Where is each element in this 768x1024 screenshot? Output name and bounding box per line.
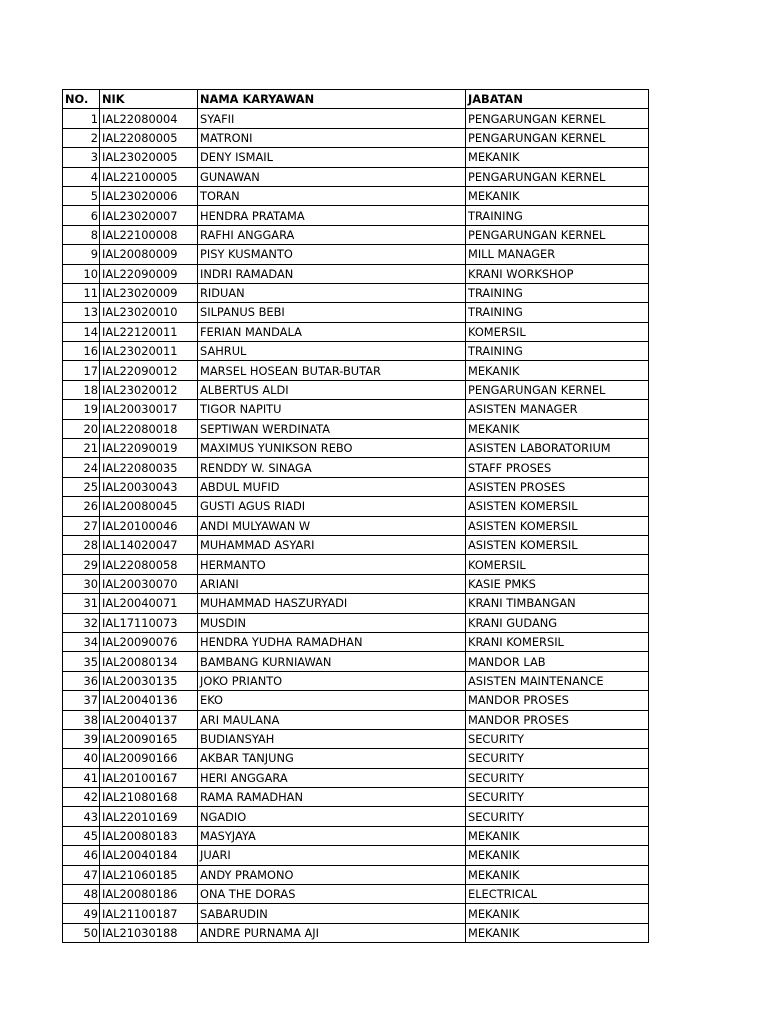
- cell-jabatan[interactable]: ASISTEN PROSES: [466, 477, 649, 496]
- table-row: [63, 904, 649, 923]
- cell-jabatan[interactable]: SECURITY: [466, 729, 649, 748]
- cell-jabatan[interactable]: PENGARUNGAN KERNEL: [466, 380, 649, 399]
- cell-nik[interactable]: IAL20080134: [100, 652, 198, 671]
- cell-nik[interactable]: IAL20030017: [100, 400, 198, 419]
- cell-jabatan[interactable]: KRANI GUDANG: [466, 613, 649, 632]
- cell-nik[interactable]: IAL21030188: [100, 923, 198, 942]
- table-row: [63, 516, 649, 535]
- cell-nik[interactable]: IAL22120011: [100, 322, 198, 341]
- cell-no[interactable]: 17: [63, 361, 100, 380]
- cell-nama[interactable]: ARIANI: [198, 574, 466, 593]
- cell-jabatan[interactable]: MANDOR LAB: [466, 652, 649, 671]
- cell-nik[interactable]: IAL23020006: [100, 186, 198, 205]
- cell-jabatan[interactable]: SECURITY: [466, 749, 649, 768]
- cell-no[interactable]: 40: [63, 749, 100, 768]
- cell-jabatan[interactable]: KRANI TIMBANGAN: [466, 594, 649, 613]
- cell-nik[interactable]: IAL17110073: [100, 613, 198, 632]
- table-row: [63, 574, 649, 593]
- cell-no[interactable]: 36: [63, 671, 100, 690]
- cell-nik[interactable]: IAL20100167: [100, 768, 198, 787]
- cell-no[interactable]: 46: [63, 846, 100, 865]
- cell-nama[interactable]: BUDIANSYAH: [198, 729, 466, 748]
- table-row: [63, 826, 649, 845]
- table-row: [63, 109, 649, 128]
- table-row: [63, 729, 649, 748]
- cell-nik[interactable]: IAL20090076: [100, 632, 198, 651]
- cell-nama[interactable]: MAXIMUS YUNIKSON REBO: [198, 439, 466, 458]
- cell-nik[interactable]: IAL20090165: [100, 729, 198, 748]
- cell-nik[interactable]: IAL22090012: [100, 361, 198, 380]
- cell-nik[interactable]: IAL23020005: [100, 148, 198, 167]
- table-row: [63, 807, 649, 826]
- cell-nama[interactable]: EKO: [198, 691, 466, 710]
- table-row: [63, 439, 649, 458]
- cell-nama[interactable]: GUSTI AGUS RIADI: [198, 497, 466, 516]
- cell-nama[interactable]: MATRONI: [198, 128, 466, 147]
- header-nama[interactable]: NAMA KARYAWAN: [198, 90, 466, 109]
- cell-no[interactable]: 29: [63, 555, 100, 574]
- cell-no[interactable]: 32: [63, 613, 100, 632]
- cell-nik[interactable]: IAL14020047: [100, 535, 198, 554]
- cell-no[interactable]: 20: [63, 419, 100, 438]
- cell-nama[interactable]: JOKO PRIANTO: [198, 671, 466, 690]
- cell-nama[interactable]: ANDRE PURNAMA AJI: [198, 923, 466, 942]
- employee-table-body: [63, 90, 649, 943]
- table-row: [63, 594, 649, 613]
- cell-nik[interactable]: IAL23020009: [100, 283, 198, 302]
- table-row: [63, 186, 649, 205]
- table-row: [63, 710, 649, 729]
- table-row: [63, 322, 649, 341]
- cell-nik[interactable]: IAL20080009: [100, 245, 198, 264]
- cell-nik[interactable]: IAL23020010: [100, 303, 198, 322]
- cell-no[interactable]: 35: [63, 652, 100, 671]
- table-row: [63, 846, 649, 865]
- cell-jabatan[interactable]: KASIE PMKS: [466, 574, 649, 593]
- cell-nama[interactable]: NGADIO: [198, 807, 466, 826]
- cell-no[interactable]: 6: [63, 206, 100, 225]
- cell-no[interactable]: 25: [63, 477, 100, 496]
- cell-jabatan[interactable]: PENGARUNGAN KERNEL: [466, 225, 649, 244]
- cell-nik[interactable]: IAL20100046: [100, 516, 198, 535]
- cell-jabatan[interactable]: KRANI WORKSHOP: [466, 264, 649, 283]
- cell-nik[interactable]: IAL20030070: [100, 574, 198, 593]
- cell-nama[interactable]: AKBAR TANJUNG: [198, 749, 466, 768]
- cell-nama[interactable]: MARSEL HOSEAN BUTAR-BUTAR: [198, 361, 466, 380]
- cell-jabatan[interactable]: SECURITY: [466, 768, 649, 787]
- cell-no[interactable]: 1: [63, 109, 100, 128]
- cell-nama[interactable]: HERI ANGGARA: [198, 768, 466, 787]
- cell-nama[interactable]: TORAN: [198, 186, 466, 205]
- cell-jabatan[interactable]: ASISTEN MANAGER: [466, 400, 649, 419]
- table-row: [63, 652, 649, 671]
- table-row: [63, 923, 649, 942]
- cell-nama[interactable]: RIDUAN: [198, 283, 466, 302]
- cell-nik[interactable]: IAL20090166: [100, 749, 198, 768]
- cell-no[interactable]: 30: [63, 574, 100, 593]
- cell-nik[interactable]: IAL22100005: [100, 167, 198, 186]
- table-row: [63, 749, 649, 768]
- cell-nik[interactable]: IAL23020012: [100, 380, 198, 399]
- cell-nama[interactable]: HENDRA YUDHA RAMADHAN: [198, 632, 466, 651]
- cell-jabatan[interactable]: ASISTEN MAINTENANCE: [466, 671, 649, 690]
- cell-jabatan[interactable]: TRAINING: [466, 206, 649, 225]
- cell-nama[interactable]: MASYJAYA: [198, 826, 466, 845]
- table-row: [63, 283, 649, 302]
- cell-no[interactable]: 2: [63, 128, 100, 147]
- cell-jabatan[interactable]: SECURITY: [466, 788, 649, 807]
- cell-nik[interactable]: IAL21080168: [100, 788, 198, 807]
- cell-no[interactable]: 18: [63, 380, 100, 399]
- cell-nama[interactable]: RAFHI ANGGARA: [198, 225, 466, 244]
- cell-nik[interactable]: IAL22080035: [100, 458, 198, 477]
- table-row: [63, 225, 649, 244]
- table-row: [63, 303, 649, 322]
- cell-no[interactable]: 37: [63, 691, 100, 710]
- cell-nama[interactable]: ONA THE DORAS: [198, 885, 466, 904]
- cell-jabatan[interactable]: STAFF PROSES: [466, 458, 649, 477]
- cell-nama[interactable]: DENY ISMAIL: [198, 148, 466, 167]
- table-row: [63, 768, 649, 787]
- cell-nama[interactable]: PISY KUSMANTO: [198, 245, 466, 264]
- table-row: [63, 613, 649, 632]
- cell-jabatan[interactable]: TRAINING: [466, 283, 649, 302]
- cell-no[interactable]: 28: [63, 535, 100, 554]
- table-row: [63, 342, 649, 361]
- cell-nik[interactable]: IAL22080004: [100, 109, 198, 128]
- cell-jabatan[interactable]: PENGARUNGAN KERNEL: [466, 109, 649, 128]
- cell-no[interactable]: 34: [63, 632, 100, 651]
- cell-nik[interactable]: IAL22090019: [100, 439, 198, 458]
- cell-jabatan[interactable]: MANDOR PROSES: [466, 691, 649, 710]
- cell-jabatan[interactable]: SECURITY: [466, 807, 649, 826]
- cell-no[interactable]: 4: [63, 167, 100, 186]
- cell-jabatan[interactable]: TRAINING: [466, 342, 649, 361]
- cell-no[interactable]: 10: [63, 264, 100, 283]
- table-row: [63, 671, 649, 690]
- table-row: [63, 400, 649, 419]
- cell-jabatan[interactable]: MEKANIK: [466, 923, 649, 942]
- cell-jabatan[interactable]: KOMERSIL: [466, 322, 649, 341]
- cell-nik[interactable]: IAL20080183: [100, 826, 198, 845]
- cell-nama[interactable]: SABARUDIN: [198, 904, 466, 923]
- cell-no[interactable]: 5: [63, 186, 100, 205]
- cell-jabatan[interactable]: ASISTEN KOMERSIL: [466, 497, 649, 516]
- cell-nama[interactable]: SILPANUS BEBI: [198, 303, 466, 322]
- cell-nama[interactable]: SEPTIWAN WERDINATA: [198, 419, 466, 438]
- table-row: [63, 458, 649, 477]
- table-row: [63, 206, 649, 225]
- table-row: [63, 419, 649, 438]
- cell-nik[interactable]: IAL23020011: [100, 342, 198, 361]
- header-no[interactable]: NO.: [63, 90, 100, 109]
- cell-nik[interactable]: IAL22080058: [100, 555, 198, 574]
- cell-nik[interactable]: IAL23020007: [100, 206, 198, 225]
- table-row: [63, 477, 649, 496]
- cell-no[interactable]: 8: [63, 225, 100, 244]
- cell-no[interactable]: 49: [63, 904, 100, 923]
- cell-nik[interactable]: IAL21060185: [100, 865, 198, 884]
- cell-nama[interactable]: MUHAMMAD HASZURYADI: [198, 594, 466, 613]
- cell-nama[interactable]: ALBERTUS ALDI: [198, 380, 466, 399]
- cell-nama[interactable]: HENDRA PRATAMA: [198, 206, 466, 225]
- cell-no[interactable]: 9: [63, 245, 100, 264]
- cell-nama[interactable]: ARI MAULANA: [198, 710, 466, 729]
- cell-jabatan[interactable]: MEKANIK: [466, 186, 649, 205]
- header-jabatan[interactable]: JABATAN: [466, 90, 649, 109]
- cell-nik[interactable]: IAL20030135: [100, 671, 198, 690]
- cell-jabatan[interactable]: TRAINING: [466, 303, 649, 322]
- cell-nik[interactable]: IAL20040137: [100, 710, 198, 729]
- cell-no[interactable]: 19: [63, 400, 100, 419]
- cell-nama[interactable]: SAHRUL: [198, 342, 466, 361]
- cell-nik[interactable]: IAL20040071: [100, 594, 198, 613]
- header-row: [63, 90, 649, 109]
- cell-nik[interactable]: IAL22100008: [100, 225, 198, 244]
- cell-nama[interactable]: JUARI: [198, 846, 466, 865]
- cell-nama[interactable]: RAMA RAMADHAN: [198, 788, 466, 807]
- cell-nik[interactable]: IAL21100187: [100, 904, 198, 923]
- cell-nik[interactable]: IAL20080045: [100, 497, 198, 516]
- table-row: [63, 167, 649, 186]
- cell-jabatan[interactable]: MEKANIK: [466, 419, 649, 438]
- cell-no[interactable]: 38: [63, 710, 100, 729]
- table-row: [63, 361, 649, 380]
- table-row: [63, 128, 649, 147]
- cell-nama[interactable]: SYAFII: [198, 109, 466, 128]
- cell-jabatan[interactable]: PENGARUNGAN KERNEL: [466, 167, 649, 186]
- cell-no[interactable]: 14: [63, 322, 100, 341]
- cell-jabatan[interactable]: ASISTEN KOMERSIL: [466, 516, 649, 535]
- cell-nik[interactable]: IAL20040184: [100, 846, 198, 865]
- cell-nik[interactable]: IAL20040136: [100, 691, 198, 710]
- cell-nik[interactable]: IAL22090009: [100, 264, 198, 283]
- cell-jabatan[interactable]: MEKANIK: [466, 865, 649, 884]
- cell-no[interactable]: 26: [63, 497, 100, 516]
- cell-no[interactable]: 39: [63, 729, 100, 748]
- cell-no[interactable]: 27: [63, 516, 100, 535]
- cell-no[interactable]: 50: [63, 923, 100, 942]
- cell-no[interactable]: 42: [63, 788, 100, 807]
- cell-jabatan[interactable]: MANDOR PROSES: [466, 710, 649, 729]
- table-row: [63, 264, 649, 283]
- cell-nama[interactable]: MUSDIN: [198, 613, 466, 632]
- table-row: [63, 865, 649, 884]
- cell-nik[interactable]: IAL22080005: [100, 128, 198, 147]
- table-row: [63, 148, 649, 167]
- cell-no[interactable]: 13: [63, 303, 100, 322]
- cell-no[interactable]: 21: [63, 439, 100, 458]
- table-row: [63, 535, 649, 554]
- cell-jabatan[interactable]: MEKANIK: [466, 846, 649, 865]
- cell-nama[interactable]: ANDY PRAMONO: [198, 865, 466, 884]
- cell-no[interactable]: 47: [63, 865, 100, 884]
- cell-no[interactable]: 41: [63, 768, 100, 787]
- table-row: [63, 691, 649, 710]
- cell-nama[interactable]: TIGOR NAPITU: [198, 400, 466, 419]
- table-row: [63, 245, 649, 264]
- employee-table: [62, 89, 649, 943]
- cell-nama[interactable]: RENDDY W. SINAGA: [198, 458, 466, 477]
- header-nik[interactable]: NIK: [100, 90, 198, 109]
- cell-no[interactable]: 11: [63, 283, 100, 302]
- cell-nama[interactable]: HERMANTO: [198, 555, 466, 574]
- cell-jabatan[interactable]: ELECTRICAL: [466, 885, 649, 904]
- cell-jabatan[interactable]: MEKANIK: [466, 904, 649, 923]
- cell-nama[interactable]: INDRI RAMADAN: [198, 264, 466, 283]
- cell-no[interactable]: 24: [63, 458, 100, 477]
- cell-no[interactable]: 31: [63, 594, 100, 613]
- cell-no[interactable]: 3: [63, 148, 100, 167]
- cell-nama[interactable]: ABDUL MUFID: [198, 477, 466, 496]
- cell-no[interactable]: 45: [63, 826, 100, 845]
- table-row: [63, 497, 649, 516]
- cell-no[interactable]: 16: [63, 342, 100, 361]
- cell-jabatan[interactable]: PENGARUNGAN KERNEL: [466, 128, 649, 147]
- cell-jabatan[interactable]: MEKANIK: [466, 361, 649, 380]
- cell-jabatan[interactable]: ASISTEN KOMERSIL: [466, 535, 649, 554]
- cell-jabatan[interactable]: MILL MANAGER: [466, 245, 649, 264]
- cell-no[interactable]: 43: [63, 807, 100, 826]
- table-row: [63, 380, 649, 399]
- cell-nama[interactable]: BAMBANG KURNIAWAN: [198, 652, 466, 671]
- cell-nik[interactable]: IAL22010169: [100, 807, 198, 826]
- table-row: [63, 555, 649, 574]
- table-row: [63, 885, 649, 904]
- table-row: [63, 632, 649, 651]
- cell-no[interactable]: 48: [63, 885, 100, 904]
- cell-nik[interactable]: IAL20080186: [100, 885, 198, 904]
- cell-jabatan[interactable]: KRANI KOMERSIL: [466, 632, 649, 651]
- cell-nama[interactable]: MUHAMMAD ASYARI: [198, 535, 466, 554]
- table-row: [63, 788, 649, 807]
- cell-jabatan[interactable]: MEKANIK: [466, 148, 649, 167]
- cell-nama[interactable]: FERIAN MANDALA: [198, 322, 466, 341]
- cell-jabatan[interactable]: ASISTEN LABORATORIUM: [466, 439, 649, 458]
- cell-jabatan[interactable]: KOMERSIL: [466, 555, 649, 574]
- cell-nik[interactable]: IAL22080018: [100, 419, 198, 438]
- cell-nama[interactable]: GUNAWAN: [198, 167, 466, 186]
- cell-nik[interactable]: IAL20030043: [100, 477, 198, 496]
- cell-jabatan[interactable]: MEKANIK: [466, 826, 649, 845]
- cell-nama[interactable]: ANDI MULYAWAN W: [198, 516, 466, 535]
